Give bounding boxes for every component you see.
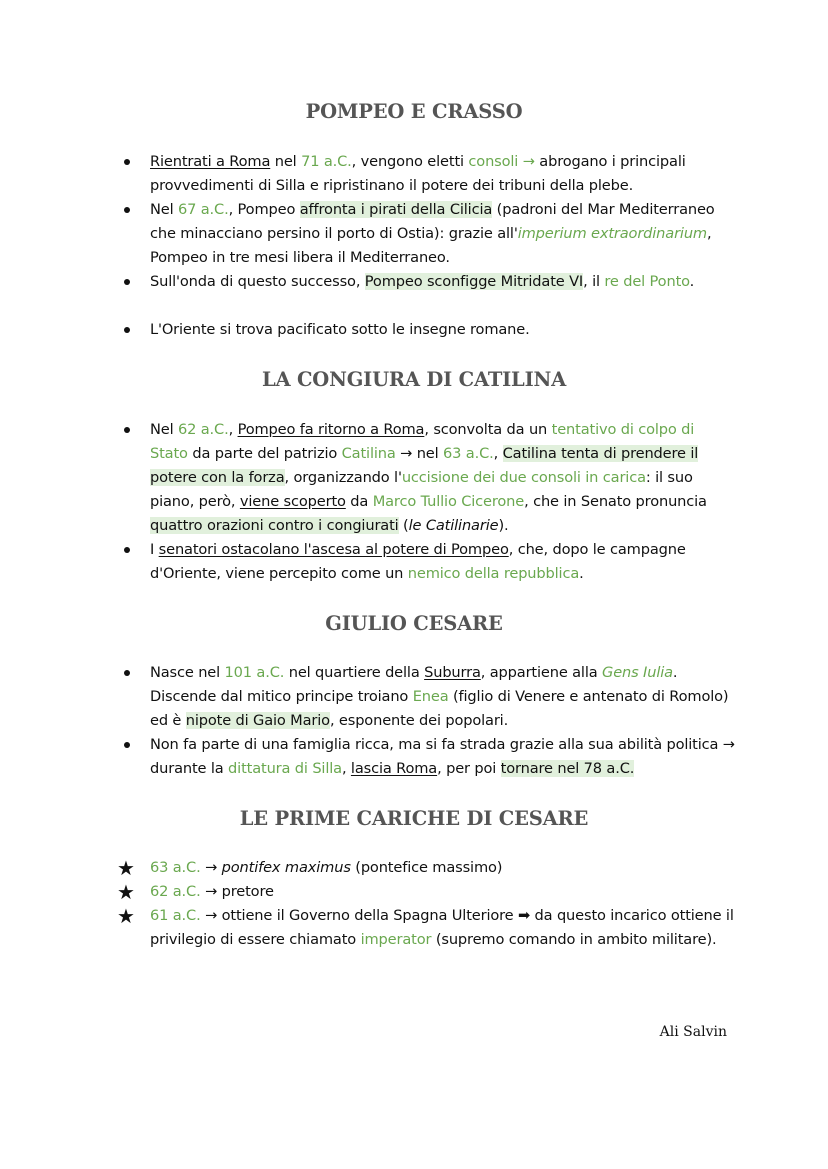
text-run: → xyxy=(518,153,540,170)
text-run: dittatura di Silla xyxy=(228,760,342,777)
text-run: , il xyxy=(583,273,605,290)
section-list-pompeo-crasso xyxy=(116,150,736,342)
text-run: nipote di Gaio Mario xyxy=(185,712,330,729)
author-signature: Ali Salvin xyxy=(659,1024,727,1040)
bullet-icon xyxy=(124,279,130,285)
text-run: , per poi xyxy=(437,760,501,777)
text-run: , xyxy=(341,760,351,777)
text-run: . xyxy=(689,273,695,290)
list-item xyxy=(116,856,736,880)
section-list-giulio-cesare xyxy=(116,661,736,781)
text-run: 62 a.C. xyxy=(150,883,201,900)
text-run: , Pompeo xyxy=(228,201,300,218)
list-item xyxy=(116,270,736,294)
list-item xyxy=(116,661,736,733)
text-run: 63 a.C. xyxy=(443,445,494,462)
text-run: re del Ponto xyxy=(604,273,690,290)
text-run: L'Oriente si trova pacificato sotto le insegne romane. xyxy=(150,321,530,338)
bullet-icon xyxy=(124,427,130,433)
text-run: → nel xyxy=(395,445,444,462)
text-run: consoli xyxy=(468,153,519,170)
text-run: 62 a.C. xyxy=(178,421,229,438)
text-run: Enea xyxy=(412,688,449,705)
text-run: . xyxy=(579,565,584,582)
section-list-prime-cariche xyxy=(116,856,736,952)
text-run: , esponente dei popolari. xyxy=(329,712,509,729)
section-list-congiura-catilina xyxy=(116,418,736,586)
text-run: da parte del patrizio xyxy=(187,445,342,462)
text-run: nemico della repubblica xyxy=(407,565,580,582)
text-run: : il suo piano, però, xyxy=(150,469,693,510)
bullet-icon xyxy=(124,670,130,676)
list-item xyxy=(116,880,736,904)
text-run: , vengono eletti xyxy=(351,153,469,170)
text-run: imperium extraordinarium xyxy=(517,225,707,242)
text-run: , appartiene alla xyxy=(480,664,603,681)
text-run: tornare nel 78 a.C. xyxy=(500,760,635,777)
text-run: Nasce nel xyxy=(150,664,225,681)
text-run: → pretore xyxy=(200,883,274,900)
section-title-pompeo-crasso: POMPEO E CRASSO xyxy=(305,100,523,123)
text-run: (pontefice massimo) xyxy=(350,859,503,876)
text-run: ( xyxy=(398,517,409,534)
list-item xyxy=(116,904,736,952)
text-run: Nel xyxy=(150,201,178,218)
section-title-congiura-catilina: LA CONGIURA DI CATILINA xyxy=(261,368,567,391)
bullet-icon xyxy=(124,327,130,333)
text-run: , che in Senato pronuncia xyxy=(524,493,707,510)
text-run: 63 a.C. xyxy=(150,859,201,876)
list-item xyxy=(116,733,736,781)
text-run: 67 a.C. xyxy=(178,201,229,218)
star-icon: ★ xyxy=(117,880,135,904)
bullet-icon xyxy=(124,159,130,165)
text-run: nel quartiere della xyxy=(284,664,425,681)
text-run: Non fa parte di una famiglia ricca, ma si fa strada grazie alla sua abilità politica → durante la xyxy=(150,736,735,777)
text-run: Catilina tenta di prendere il potere con la forza xyxy=(150,445,699,486)
text-run: quattro orazioni contro i congiurati xyxy=(150,517,399,534)
text-run: da xyxy=(345,493,373,510)
text-run: 61 a.C. xyxy=(150,907,201,924)
text-run: , xyxy=(228,421,238,438)
text-run: , sconvolta da un xyxy=(424,421,552,438)
text-run: affronta i pirati della Cilicia xyxy=(299,201,493,218)
text-run: , che, dopo le campagne d'Oriente, viene percepito come un xyxy=(150,541,686,582)
list-item xyxy=(116,318,736,342)
text-run: I xyxy=(150,541,159,558)
section-title-prime-cariche: LE PRIME CARICHE DI CESARE xyxy=(239,807,589,830)
text-run: 101 a.C. xyxy=(224,664,285,681)
star-icon: ★ xyxy=(117,856,135,880)
text-run: Marco Tullio Cicerone xyxy=(372,493,525,510)
text-run: Pompeo sconfigge Mitridate VI xyxy=(364,273,584,290)
text-run: Sull'onda di questo successo, xyxy=(150,273,365,290)
list-item xyxy=(116,150,736,198)
list-item xyxy=(116,418,736,538)
list-item xyxy=(116,538,736,586)
text-run: , Pompeo in tre mesi libera il Mediterraneo. xyxy=(150,225,712,266)
text-run: , xyxy=(493,445,503,462)
text-run: imperator xyxy=(360,931,432,948)
text-run: Rientrati a Roma xyxy=(150,153,271,170)
text-run: Gens Iulia xyxy=(602,664,673,681)
text-run: (padroni del Mar Mediterraneo che minacciano persino il porto di Ostia): grazie all' xyxy=(150,201,715,242)
bullet-icon xyxy=(124,547,130,553)
text-run: tentativo di colpo di Stato xyxy=(150,421,695,462)
text-run: senatori ostacolano l'ascesa al potere di Pompeo xyxy=(158,541,509,558)
text-run: Pompeo fa ritorno a Roma xyxy=(237,421,425,438)
star-icon: ★ xyxy=(117,904,135,928)
text-run: viene scoperto xyxy=(239,493,346,510)
text-run: le Catilinarie xyxy=(408,517,499,534)
text-run: (figlio di Venere e antenato di Romolo) ed è xyxy=(150,688,729,729)
text-run: 71 a.C. xyxy=(301,153,352,170)
list-item xyxy=(116,198,736,270)
text-run: nel xyxy=(270,153,302,170)
text-run: Suburra xyxy=(424,664,481,681)
text-run: ). xyxy=(498,517,509,534)
text-run: (supremo comando in ambito militare). xyxy=(431,931,717,948)
text-run: Catilina xyxy=(341,445,396,462)
text-run: . Discende dal mitico principe troiano xyxy=(150,664,678,705)
text-run: uccisione dei due consoli in carica xyxy=(401,469,646,486)
text-run: lascia Roma xyxy=(350,760,438,777)
text-run: Nel xyxy=(150,421,178,438)
bullet-icon xyxy=(124,207,130,213)
section-title-giulio-cesare: GIULIO CESARE xyxy=(325,612,503,635)
text-run: → ottiene il Governo della Spagna Ulteriore ➡ da questo incarico ottiene il privilegio di essere chiamato xyxy=(150,907,734,948)
text-run: → xyxy=(200,859,222,876)
bullet-icon xyxy=(124,742,130,748)
text-run: pontifex maximus xyxy=(221,859,351,876)
text-run: , organizzando l' xyxy=(284,469,402,486)
text-run: abrogano i principali provvedimenti di Silla e ripristinano il potere dei tribuni della plebe. xyxy=(150,153,686,194)
